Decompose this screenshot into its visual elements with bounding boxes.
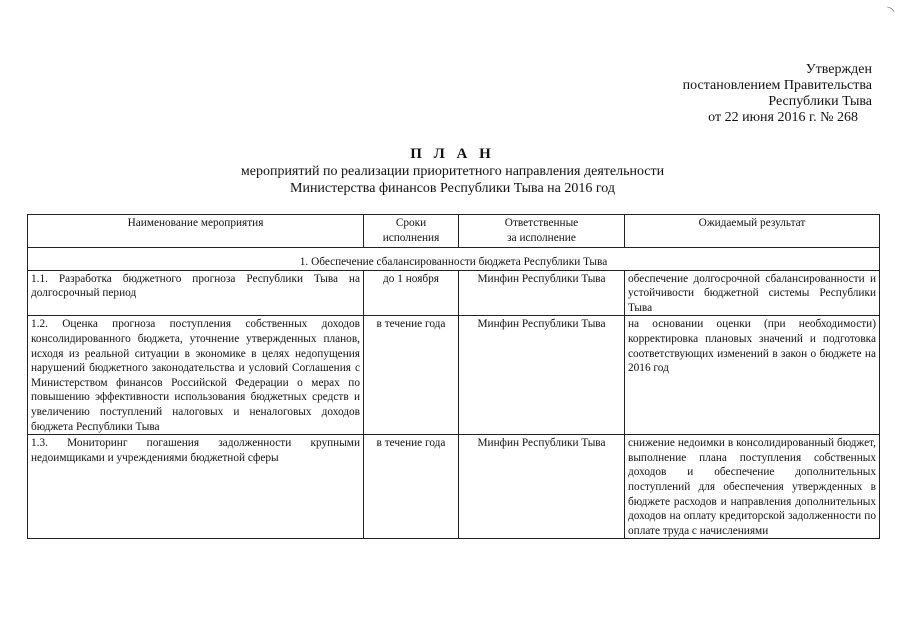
- approval-line-republic: Республики Тыва: [768, 94, 872, 109]
- table-row: [28, 435, 880, 539]
- header-name: Наименование мероприятия: [28, 215, 364, 248]
- row-term: до 1 ноября: [364, 270, 459, 316]
- plan-table: [27, 214, 880, 539]
- approval-line-approved: Утвержден: [805, 62, 872, 77]
- row-name: 1.2. Оценка прогноза поступления собственных доходов консолидированного бюджета, уточнение утвержденных планов, исходя из реальной ситуации в экономике в целях недопущения нарушений бюджетного законодательства и условий Соглашения с Министерством финансов Российской Федерации о мерах по повышению эффективности использования бюджетных средств и увеличению поступлений налоговых и неналоговых доходов бюджета Республики Тыва: [28, 316, 364, 435]
- table-row: [28, 270, 880, 316]
- document-title: П Л А Н: [410, 146, 495, 162]
- row-term: в течение года: [364, 316, 459, 435]
- section-spacer-row: [28, 248, 880, 256]
- header-term-line-1: Сроки: [395, 217, 427, 229]
- row-responsible: Минфин Республики Тыва: [459, 435, 625, 539]
- subtitle-line-2: Министерства финансов Республики Тыва на 2016 год: [290, 181, 615, 196]
- subtitle-line-1: мероприятий по реализации приоритетного направления деятельности: [240, 164, 665, 179]
- row-result: на основании оценки (при необходимости) корректировка плановых значений и подготовка соответствующих изменений в закон о бюджете на 2016 год: [625, 316, 880, 435]
- header-result: Ожидаемый результат: [625, 215, 880, 248]
- header-resp-line-1: Ответственные: [504, 217, 579, 229]
- approval-stamp-block: [610, 62, 872, 126]
- approval-line-resolution: постановлением Правительства: [682, 78, 872, 93]
- section-title: 1. Обеспечение сбалансированности бюджета Республики Тыва: [28, 255, 880, 270]
- document-subtitle: [0, 163, 905, 197]
- section-row: [28, 255, 880, 270]
- row-term: в течение года: [364, 435, 459, 539]
- row-responsible: Минфин Республики Тыва: [459, 316, 625, 435]
- row-result: снижение недоимки в консолидированный бюджет, выполнение плана поступления собственных доходов и обеспечение дополнительных поступлений для обеспечения утвержденных в бюджете расходов и направления дополнительных доходов на оплату кредиторской задолженности по оплате труда с начислениями: [625, 435, 880, 539]
- row-name: 1.3. Мониторинг погашения задолженности крупными недоимщиками и учреждениями бюджетной сферы: [28, 435, 364, 539]
- section-spacer-cell: [28, 248, 880, 256]
- table-row: [28, 316, 880, 435]
- row-responsible: Минфин Республики Тыва: [459, 270, 625, 316]
- row-name: 1.1. Разработка бюджетного прогноза Республики Тыва на долгосрочный период: [28, 270, 364, 316]
- header-resp-line-2: за исполнение: [507, 231, 576, 244]
- header-term-line-2: исполнения: [382, 231, 440, 244]
- header-responsible: [459, 215, 625, 248]
- scan-corner-mark: ⌒: [880, 5, 896, 21]
- header-term: [364, 215, 459, 248]
- row-result: обеспечение долгосрочной сбалансированности и устойчивости бюджетной системы Республики Тыва: [625, 270, 880, 316]
- approval-line-date-number: от 22 июня 2016 г. № 268: [708, 110, 858, 125]
- table-header-row: [28, 215, 880, 248]
